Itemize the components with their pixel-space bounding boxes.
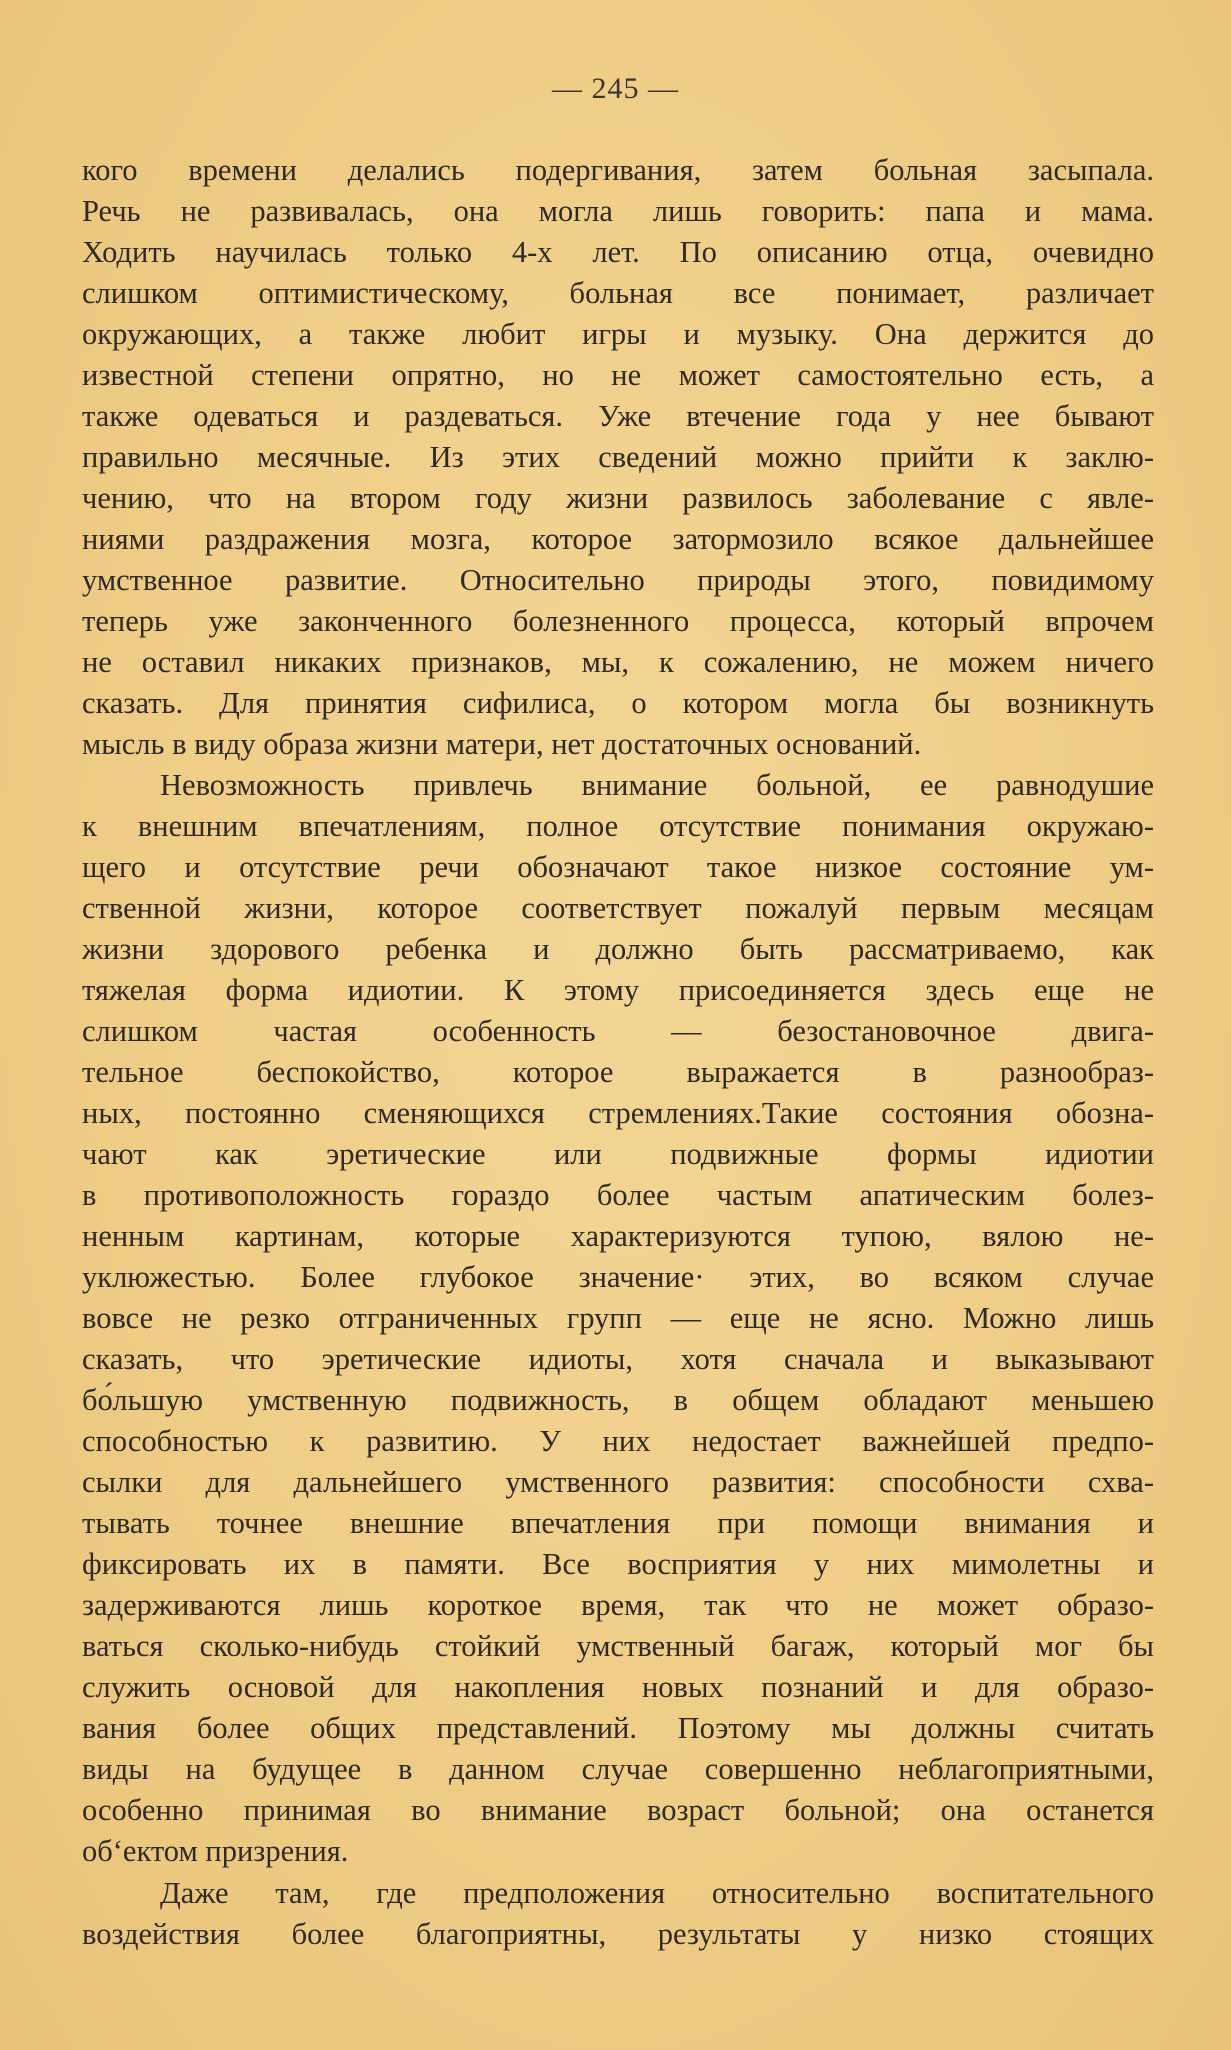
- text-line: особенно принимая во внимание возраст больной; она останется: [82, 1793, 1154, 1827]
- text-line: вания более общих представлений. Поэтому мы должны считать: [82, 1711, 1154, 1745]
- text-line: вовсе не резко отграниченных групп — еще не ясно. Можно лишь: [82, 1301, 1154, 1335]
- text-line: ниями раздражения мозга, которое затормозило всякое дальнейшее: [82, 522, 1154, 556]
- text-line: задерживаются лишь короткое время, так что не может образо-: [82, 1588, 1154, 1622]
- text-line: Даже там, где предположения относительно воспитательного: [160, 1876, 1154, 1910]
- text-line: окружающих, а также любит игры и музыку. Она держится до: [82, 317, 1154, 351]
- text-line: об‘ектом призрения.: [82, 1834, 349, 1868]
- text-line: кого времени делались подергивания, затем больная засыпала.: [82, 153, 1154, 187]
- text-line: сылки для дальнейшего умственного развития: способности схва-: [82, 1465, 1154, 1499]
- text-line: способностью к развитию. У них недостает важнейшей предпо-: [82, 1424, 1154, 1458]
- paragraph-1: [82, 150, 1154, 765]
- text-line: Ходить научилась только 4-х лет. По описанию отца, очевидно: [82, 235, 1154, 269]
- paragraph-2: [82, 765, 1154, 1872]
- text-line: теперь уже законченного болезненного процесса, который впрочем: [82, 604, 1154, 638]
- text-line: жизни здорового ребенка и должно быть рассматриваемо, как: [82, 932, 1154, 966]
- text-line: фиксировать их в памяти. Все восприятия у них мимолетны и: [82, 1547, 1154, 1581]
- text-line: ных, постоянно сменяющихся стремлениях.Такие состояния обозна-: [82, 1096, 1154, 1130]
- text-line: слишком оптимистическому, больная все понимает, различает: [82, 276, 1154, 310]
- paragraph-3: [82, 1873, 1154, 1955]
- text-line: в противоположность гораздо более частым апатическим болез-: [82, 1178, 1154, 1212]
- text-line: уклюжестью. Более глубокое значение· этих, во всяком случае: [82, 1260, 1154, 1294]
- text-line: воздействия более благоприятны, результаты у низко стоящих: [82, 1917, 1154, 1951]
- text-line: чают как эретические или подвижные формы идиотии: [82, 1137, 1154, 1171]
- text-line: сказать, что эретические идиоты, хотя сначала и выказывают: [82, 1342, 1154, 1376]
- text-line: правильно месячные. Из этих сведений можно прийти к заклю-: [82, 440, 1154, 474]
- page-number: — 245 —: [552, 72, 679, 105]
- text-line: ственной жизни, которое соответствует пожалуй первым месяцам: [82, 891, 1154, 925]
- text-line: чению, что на втором году жизни развилось заболевание с явле-: [82, 481, 1154, 515]
- text-line: виды на будущее в данном случае совершенно неблагоприятными,: [82, 1752, 1154, 1786]
- text-line: тельное беспокойство, которое выражается в разнообраз-: [82, 1055, 1154, 1089]
- text-line: тяжелая форма идиотии. К этому присоединяется здесь еще не: [82, 973, 1154, 1007]
- text-line: Речь не развивалась, она могла лишь говорить: папа и мама.: [82, 194, 1154, 228]
- text-line: не оставил никаких признаков, мы, к сожалению, не можем ничего: [82, 645, 1154, 679]
- text-line: слишком частая особенность — безостановочное двига-: [82, 1014, 1154, 1048]
- text-line: мысль в виду образа жизни матери, нет достаточных оснований.: [82, 727, 922, 761]
- text-line: также одеваться и раздеваться. Уже втечение года у нее бывают: [82, 399, 1154, 433]
- text-line: к внешним впечатлениям, полное отсутствие понимания окружаю-: [82, 809, 1154, 843]
- text-line: умственное развитие. Относительно природы этого, повидимому: [82, 563, 1154, 597]
- text-line: сказать. Для принятия сифилиса, о котором могла бы возникнуть: [82, 686, 1154, 720]
- text-line: ненным картинам, которые характеризуются тупою, вялою не-: [82, 1219, 1154, 1253]
- text-line: служить основой для накопления новых познаний и для образо-: [82, 1670, 1154, 1704]
- text-line: тывать точнее внешние впечатления при помощи внимания и: [82, 1506, 1154, 1540]
- text-line: щего и отсутствие речи обозначают такое низкое состояние ум-: [82, 850, 1154, 884]
- text-line: Невозможность привлечь внимание больной, ее равнодушие: [160, 768, 1154, 802]
- text-line: известной степени опрятно, но не может самостоятельно есть, а: [82, 358, 1154, 392]
- text-line: ваться сколько-нибудь стойкий умственный багаж, который мог бы: [82, 1629, 1154, 1663]
- text-line: бо́льшую умственную подвижность, в общем обладают меньшею: [82, 1383, 1154, 1417]
